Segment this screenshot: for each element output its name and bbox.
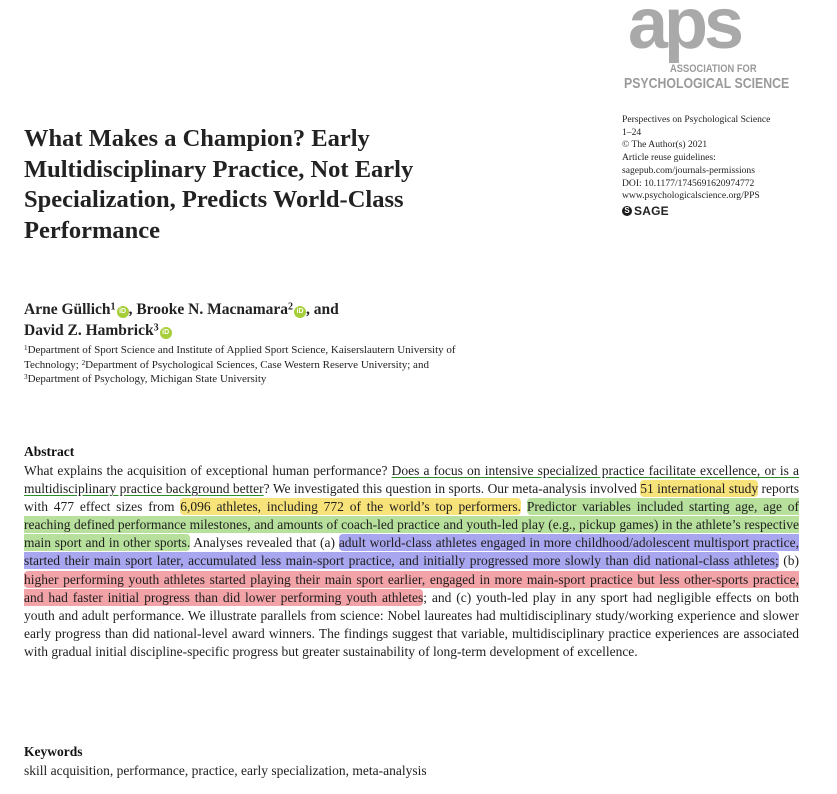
affiliation-line bbox=[24, 343, 554, 358]
abstract-text: (b) bbox=[778, 553, 799, 569]
affiliation-mark: 2 bbox=[81, 358, 86, 367]
highlight-yellow: 51 international study bbox=[640, 481, 759, 497]
author-separator: , bbox=[128, 301, 137, 318]
affiliation-mark: 1 bbox=[24, 343, 28, 352]
highlight-yellow: 6,096 athletes, including 772 of the world’s top performers. bbox=[180, 499, 522, 515]
journal-meta bbox=[622, 114, 770, 218]
abstract-text bbox=[521, 499, 527, 514]
aps-logo-word: aps bbox=[628, 0, 741, 64]
doi[interactable]: DOI: 10.1177/1745691620974772 bbox=[622, 177, 755, 189]
reuse-label: Article reuse guidelines: bbox=[622, 152, 716, 164]
author-affiliation-mark: 3 bbox=[153, 322, 159, 334]
affiliations bbox=[24, 343, 554, 387]
sage-icon: S bbox=[622, 206, 632, 216]
affiliation-mark: 3 bbox=[24, 372, 28, 381]
sage-wordmark: SAGE bbox=[634, 203, 669, 218]
highlight-green: Predictor variables included starting age, age of reaching defined performance milestones, and amounts of coach-led practice and youth-led play (e.g., pickup games) in the athlete’s respective main sport and in other sports. bbox=[24, 499, 800, 551]
keywords-list: skill acquisition, performance, practice, early specialization, meta-analysis bbox=[24, 763, 427, 778]
aps-logo-line1: ASSOCIATION FOR bbox=[670, 63, 757, 75]
journal-site-link[interactable]: www.psychologicalscience.org/PPS bbox=[622, 190, 760, 202]
author-affiliation-mark: 2 bbox=[288, 301, 294, 313]
author-name: Arne Güllich bbox=[24, 301, 111, 318]
aps-logo bbox=[618, 2, 828, 94]
article-title: What Makes a Champion? Early Multidisciplinary Practice, Not Early Specialization, Predicts World-Class Performance bbox=[24, 125, 414, 244]
abstract-heading: Abstract bbox=[24, 444, 75, 459]
reuse-link[interactable]: sagepub.com/journals-permissions bbox=[622, 164, 755, 176]
author-affiliation-mark: 1 bbox=[110, 301, 116, 313]
author-separator: , and bbox=[306, 301, 339, 318]
affiliation-text: Department of Sport Science and Institute of Applied Sport Science, Kaiserslautern University of bbox=[27, 344, 456, 356]
affiliation-text: Department of Psychological Sciences, Case Western Reserve University; and bbox=[85, 358, 429, 371]
orcid-icon[interactable]: iD bbox=[160, 327, 172, 339]
abstract-body bbox=[24, 462, 799, 661]
keywords-heading: Keywords bbox=[24, 744, 83, 759]
highlight-blue: adult world-class athletes engaged in more childhood/adolescent multisport practice, started their main sport later, accumulated less main-sport practice, and initially progressed more slowly than did national-class athletes; bbox=[24, 535, 800, 569]
author-name: David Z. Hambrick bbox=[24, 322, 154, 339]
page-range: 1–24 bbox=[622, 126, 642, 138]
author-list bbox=[24, 299, 339, 341]
affiliation-text: Department of Psychology, Michigan State University bbox=[27, 373, 267, 385]
abstract-text: What explains the acquisition of exceptional human performance? bbox=[24, 463, 392, 478]
abstract-text: ; and (c) youth-led play in any sport had negligible effects on both youth and adult performance. We illustrate parallels from science: Nobel laureates had multidisciplinary study/working experience and slower early progress than did national-level award winners. The findings suggest that variable, multidisciplinary practice experiences are associated with gradual initial discipline-specific progress but greater sustainability of long-term development of excellence. bbox=[24, 589, 799, 659]
abstract-text: ? We investigated this question in sports. Our meta-analysis involved bbox=[263, 481, 641, 497]
author-name: Brooke N. Macnamara bbox=[136, 301, 289, 318]
affiliation-line bbox=[24, 372, 554, 387]
copyright: © The Author(s) 2021 bbox=[622, 139, 708, 151]
abstract-text: reports with 477 effect sizes from bbox=[24, 481, 799, 515]
aps-logo-line2: PSYCHOLOGICAL SCIENCE bbox=[624, 75, 790, 92]
affiliation-line bbox=[24, 358, 554, 373]
sage-logo bbox=[622, 205, 770, 218]
affiliation-text: Technology; bbox=[24, 358, 82, 371]
orcid-icon[interactable]: iD bbox=[294, 306, 306, 318]
orcid-icon[interactable]: iD bbox=[117, 306, 129, 318]
abstract-text: Analyses revealed that (a) bbox=[190, 535, 339, 551]
journal-name: Perspectives on Psychological Science bbox=[622, 114, 771, 125]
abstract-underlined-question: Does a focus on intensive specialized practice facilitate excellence, or is a multidisciplinary practice background better bbox=[24, 463, 799, 497]
highlight-red: higher performing youth athletes started playing their main sport earlier, engaged in more main-sport practice but less other-sports practice, and had faster initial progress than did lower performing youth athletes bbox=[24, 571, 799, 605]
